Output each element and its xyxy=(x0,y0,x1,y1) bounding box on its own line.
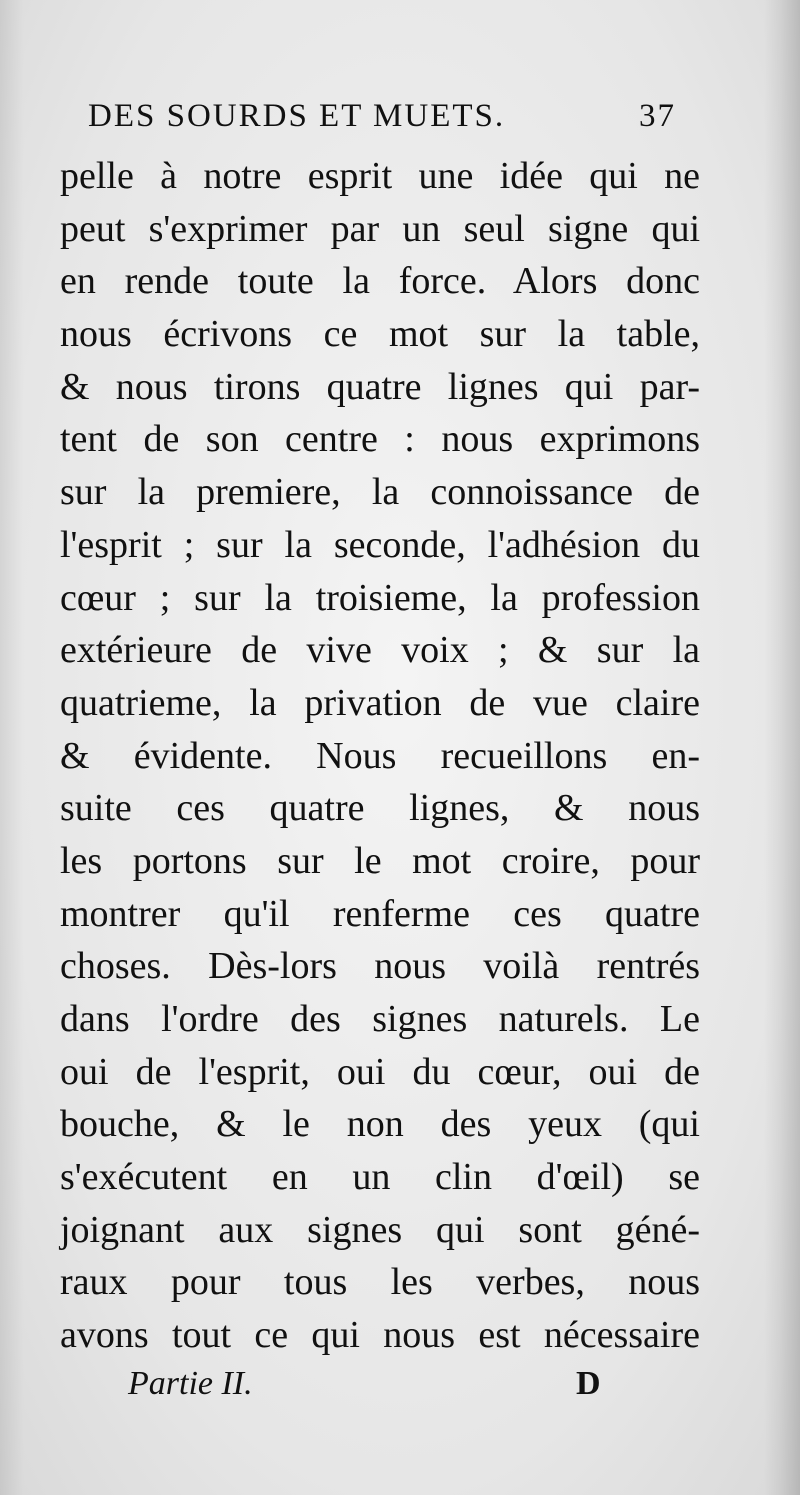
page-edge-shadow-right xyxy=(764,0,800,1495)
text-line: dans l'ordre des signes naturels. Le xyxy=(60,998,700,1040)
signature-mark: D xyxy=(576,1365,601,1402)
page-edge-shadow-left xyxy=(0,0,24,1495)
text-line: oui de l'esprit, oui du cœur, oui de xyxy=(60,1050,700,1093)
text-line: & nous tirons quatre lignes qui par- xyxy=(60,365,700,408)
running-head: DES SOURDS ET MUETS. xyxy=(88,98,506,134)
text-line: peut s'exprimer par un seul signe qui xyxy=(60,207,700,250)
text-line: raux pour tous les verbes, nous xyxy=(60,1261,700,1304)
page-footer xyxy=(128,1360,628,1408)
part-label: Partie II. xyxy=(128,1365,253,1402)
text-line: & évidente. Nous recueillons en- xyxy=(60,734,700,777)
text-line: l'esprit ; sur la seconde, l'adhésion du xyxy=(60,523,700,566)
body-text xyxy=(60,150,700,1362)
text-line: tent de son centre : nous exprimons xyxy=(60,418,700,461)
text-line: les portons sur le mot croire, pour xyxy=(60,839,700,882)
text-line: quatrieme, la privation de vue claire xyxy=(60,681,700,724)
text-line: s'exécutent en un clin d'œil) se xyxy=(60,1156,700,1199)
text-line: suite ces quatre lignes, & nous xyxy=(60,787,700,830)
page-header xyxy=(88,92,688,140)
text-line: sur la premiere, la connoissance de xyxy=(60,471,700,514)
text-line: avons tout ce qui nous est nécessaire xyxy=(60,1314,700,1357)
text-line: extérieure de vive voix ; & sur la xyxy=(60,629,700,672)
text-line: cœur ; sur la troisieme, la profession xyxy=(60,576,700,619)
text-line: choses. Dès-lors nous voilà rentrés xyxy=(60,945,700,988)
text-line: en rende toute la force. Alors donc xyxy=(60,260,700,303)
text-line: joignant aux signes qui sont géné- xyxy=(60,1208,700,1251)
page-number: 37 xyxy=(639,98,676,134)
text-line: montrer qu'il renferme ces quatre xyxy=(60,892,700,935)
text-line: pelle à notre esprit une idée qui ne xyxy=(60,155,700,197)
text-line: bouche, & le non des yeux (qui xyxy=(60,1103,700,1146)
text-line: nous écrivons ce mot sur la table, xyxy=(60,313,700,356)
